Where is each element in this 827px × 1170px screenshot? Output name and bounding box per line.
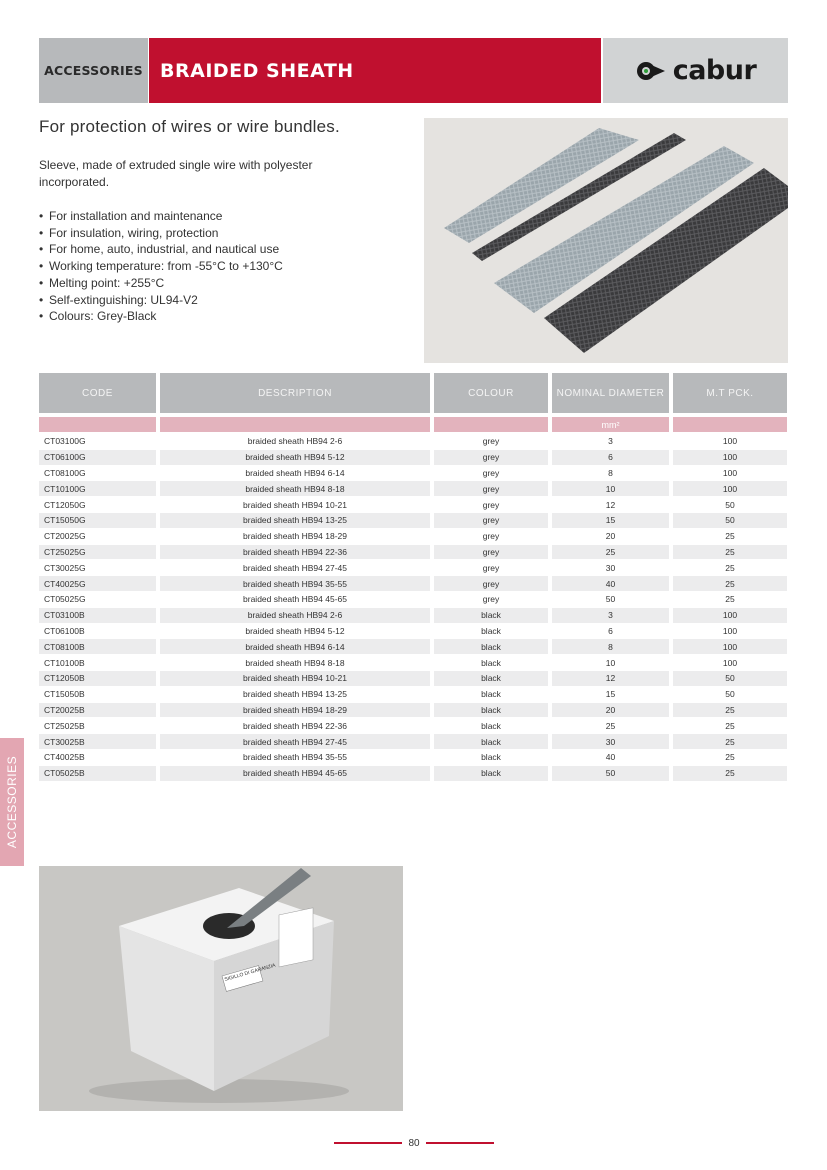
cell-colour: black (434, 687, 548, 703)
feature-text: Melting point: +255°C (49, 275, 165, 290)
table-row (39, 687, 787, 703)
table-row (39, 466, 787, 482)
cell-colour: grey (434, 576, 548, 592)
cell-diameter: 12 (552, 497, 669, 513)
table-body (39, 434, 787, 782)
cell-diameter: 25 (552, 545, 669, 561)
cell-code: CT30025B (39, 734, 156, 750)
table-row (39, 592, 787, 608)
cell-description: braided sheath HB94 2-6 (160, 434, 430, 450)
side-section-label: ACCESSORIES (5, 755, 20, 849)
cell-description: braided sheath HB94 10-21 (160, 671, 430, 687)
cell-code: CT05025B (39, 766, 156, 782)
cell-colour: black (434, 750, 548, 766)
cell-mt-pck: 25 (673, 750, 787, 766)
cell-diameter: 50 (552, 766, 669, 782)
table-row (39, 529, 787, 545)
table-row (39, 750, 787, 766)
cell-mt-pck: 25 (673, 718, 787, 734)
cell-description: braided sheath HB94 5-12 (160, 450, 430, 466)
cell-mt-pck: 100 (673, 450, 787, 466)
cell-code: CT25025B (39, 718, 156, 734)
cell-code: CT30025G (39, 560, 156, 576)
table-row (39, 766, 787, 782)
cell-description: braided sheath HB94 8-18 (160, 655, 430, 671)
cell-description: braided sheath HB94 35-55 (160, 576, 430, 592)
feature-item (39, 225, 283, 242)
feature-text: Colours: Grey-Black (49, 309, 157, 324)
cell-diameter: 8 (552, 639, 669, 655)
cell-description: braided sheath HB94 22-36 (160, 545, 430, 561)
cell-diameter: 40 (552, 576, 669, 592)
cell-description: braided sheath HB94 13-25 (160, 513, 430, 529)
table-unit-row (39, 413, 787, 432)
table-row (39, 434, 787, 450)
cell-code: CT25025G (39, 545, 156, 561)
cell-diameter: 8 (552, 466, 669, 482)
cell-diameter: 10 (552, 481, 669, 497)
cell-mt-pck: 100 (673, 466, 787, 482)
bullet-icon: • (39, 242, 44, 257)
feature-text: For insulation, wiring, protection (49, 225, 219, 240)
cell-colour: black (434, 624, 548, 640)
cell-code: CT40025B (39, 750, 156, 766)
table-row (39, 513, 787, 529)
cell-code: CT10100G (39, 481, 156, 497)
table-row (39, 497, 787, 513)
page-number: 80 (408, 1137, 420, 1149)
col-header-mt-pck: M.T PCK. (673, 373, 787, 413)
cell-mt-pck: 25 (673, 560, 787, 576)
cell-code: CT12050B (39, 671, 156, 687)
cell-colour: grey (434, 450, 548, 466)
cell-description: braided sheath HB94 18-29 (160, 703, 430, 719)
feature-item (39, 241, 283, 258)
sigillo-label: SIGILLO DI GARANZIA (223, 962, 277, 983)
cell-description: braided sheath HB94 22-36 (160, 718, 430, 734)
cell-code: CT08100B (39, 639, 156, 655)
cell-mt-pck: 100 (673, 639, 787, 655)
table-row (39, 576, 787, 592)
cell-mt-pck: 25 (673, 766, 787, 782)
cell-description: braided sheath HB94 6-14 (160, 466, 430, 482)
side-section-tab (0, 738, 24, 866)
cell-description: braided sheath HB94 35-55 (160, 750, 430, 766)
cell-mt-pck: 100 (673, 624, 787, 640)
cell-code: CT06100G (39, 450, 156, 466)
cell-description: braided sheath HB94 27-45 (160, 734, 430, 750)
cell-diameter: 6 (552, 624, 669, 640)
cell-colour: grey (434, 545, 548, 561)
cell-description: braided sheath HB94 2-6 (160, 608, 430, 624)
cell-code: CT40025G (39, 576, 156, 592)
col-header-colour: COLOUR (434, 373, 548, 413)
cell-code: CT12050G (39, 497, 156, 513)
bullet-icon: • (39, 292, 44, 307)
unit-cell-diameter: mm² (552, 417, 669, 432)
cell-mt-pck: 25 (673, 703, 787, 719)
bullet-icon: • (39, 225, 44, 240)
table-row (39, 481, 787, 497)
cell-description: braided sheath HB94 10-21 (160, 497, 430, 513)
table-row (39, 624, 787, 640)
cell-colour: black (434, 639, 548, 655)
brand-logo (603, 38, 788, 103)
product-photo-strips (424, 118, 788, 363)
footer-line-right (426, 1142, 494, 1144)
cell-colour: black (434, 734, 548, 750)
cell-code: CT20025G (39, 529, 156, 545)
cell-colour: grey (434, 560, 548, 576)
cell-diameter: 50 (552, 592, 669, 608)
table-row (39, 560, 787, 576)
brand-logo-icon (635, 60, 669, 82)
table-row (39, 450, 787, 466)
product-intro: Sleeve, made of extruded single wire with polyester incorporated. (39, 158, 313, 189)
cell-diameter: 30 (552, 734, 669, 750)
cell-code: CT20025B (39, 703, 156, 719)
product-subtitle: For protection of wires or wire bundles. (39, 117, 340, 136)
feature-item (39, 292, 283, 309)
bullet-icon: • (39, 309, 44, 324)
feature-item (39, 308, 283, 325)
cell-diameter: 15 (552, 513, 669, 529)
feature-text: Working temperature: from -55°C to +130°C (49, 259, 283, 274)
cell-mt-pck: 50 (673, 497, 787, 513)
cell-mt-pck: 100 (673, 655, 787, 671)
cell-colour: grey (434, 497, 548, 513)
table-row (39, 639, 787, 655)
bullet-icon: • (39, 209, 44, 223)
brand-logo-text: cabur (672, 55, 757, 86)
cell-description: braided sheath HB94 5-12 (160, 624, 430, 640)
cell-code: CT03100G (39, 434, 156, 450)
header-title-bar (149, 38, 601, 103)
cell-code: CT15050G (39, 513, 156, 529)
cell-description: braided sheath HB94 13-25 (160, 687, 430, 703)
cell-colour: grey (434, 513, 548, 529)
cell-code: CT08100G (39, 466, 156, 482)
cell-colour: black (434, 718, 548, 734)
feature-text: Self-extinguishing: UL94-V2 (49, 292, 198, 307)
cell-diameter: 20 (552, 703, 669, 719)
cell-colour: grey (434, 481, 548, 497)
cell-colour: grey (434, 529, 548, 545)
cell-colour: grey (434, 592, 548, 608)
table-row (39, 703, 787, 719)
cell-colour: grey (434, 434, 548, 450)
cell-diameter: 3 (552, 434, 669, 450)
unit-cell-description (160, 417, 430, 432)
col-header-code: CODE (39, 373, 156, 413)
cell-colour: black (434, 703, 548, 719)
cell-description: braided sheath HB94 18-29 (160, 529, 430, 545)
page-footer (334, 1137, 494, 1149)
cell-colour: black (434, 671, 548, 687)
cell-diameter: 6 (552, 450, 669, 466)
feature-item (39, 258, 283, 275)
cell-mt-pck: 25 (673, 592, 787, 608)
cell-diameter: 25 (552, 718, 669, 734)
feature-text: For installation and maintenance (49, 209, 223, 223)
cell-colour: black (434, 766, 548, 782)
cell-colour: grey (434, 466, 548, 482)
cell-description: braided sheath HB94 45-65 (160, 766, 430, 782)
cell-mt-pck: 100 (673, 434, 787, 450)
bullet-icon: • (39, 275, 44, 290)
feature-text: For home, auto, industrial, and nautical use (49, 242, 280, 257)
cell-code: CT15050B (39, 687, 156, 703)
col-header-description: DESCRIPTION (160, 373, 430, 413)
cell-diameter: 20 (552, 529, 669, 545)
feature-item (39, 275, 283, 292)
cell-diameter: 40 (552, 750, 669, 766)
cell-diameter: 3 (552, 608, 669, 624)
feature-item (39, 208, 283, 225)
cell-mt-pck: 50 (673, 687, 787, 703)
table-row (39, 718, 787, 734)
table-row (39, 545, 787, 561)
unit-cell-colour (434, 417, 548, 432)
cell-mt-pck: 25 (673, 545, 787, 561)
cell-mt-pck: 25 (673, 529, 787, 545)
cell-diameter: 30 (552, 560, 669, 576)
table-row (39, 734, 787, 750)
cell-mt-pck: 25 (673, 576, 787, 592)
cell-colour: black (434, 608, 548, 624)
cell-mt-pck: 50 (673, 671, 787, 687)
cell-diameter: 10 (552, 655, 669, 671)
cell-mt-pck: 100 (673, 608, 787, 624)
header-category (39, 38, 148, 103)
cell-description: braided sheath HB94 27-45 (160, 560, 430, 576)
feature-list (39, 208, 283, 325)
header-category-label: ACCESSORIES (44, 63, 143, 78)
col-header-nominal-diameter: NOMINAL DIAMETER (552, 373, 669, 413)
cell-code: CT05025G (39, 592, 156, 608)
product-photo-box (39, 866, 403, 1111)
cell-code: CT10100B (39, 655, 156, 671)
cell-description: braided sheath HB94 45-65 (160, 592, 430, 608)
page-title: BRAIDED SHEATH (160, 59, 354, 82)
unit-cell-mt-pck (673, 417, 787, 432)
product-table (39, 373, 787, 782)
table-row (39, 671, 787, 687)
cell-description: braided sheath HB94 8-18 (160, 481, 430, 497)
table-header-row (39, 373, 787, 413)
footer-line-left (334, 1142, 402, 1144)
cell-description: braided sheath HB94 6-14 (160, 639, 430, 655)
cell-mt-pck: 100 (673, 481, 787, 497)
bullet-icon: • (39, 259, 44, 274)
cell-mt-pck: 50 (673, 513, 787, 529)
cell-code: CT03100B (39, 608, 156, 624)
table-row (39, 655, 787, 671)
cell-mt-pck: 25 (673, 734, 787, 750)
cell-diameter: 15 (552, 687, 669, 703)
cell-code: CT06100B (39, 624, 156, 640)
cell-diameter: 12 (552, 671, 669, 687)
unit-cell-code (39, 417, 156, 432)
cell-colour: black (434, 655, 548, 671)
table-row (39, 608, 787, 624)
